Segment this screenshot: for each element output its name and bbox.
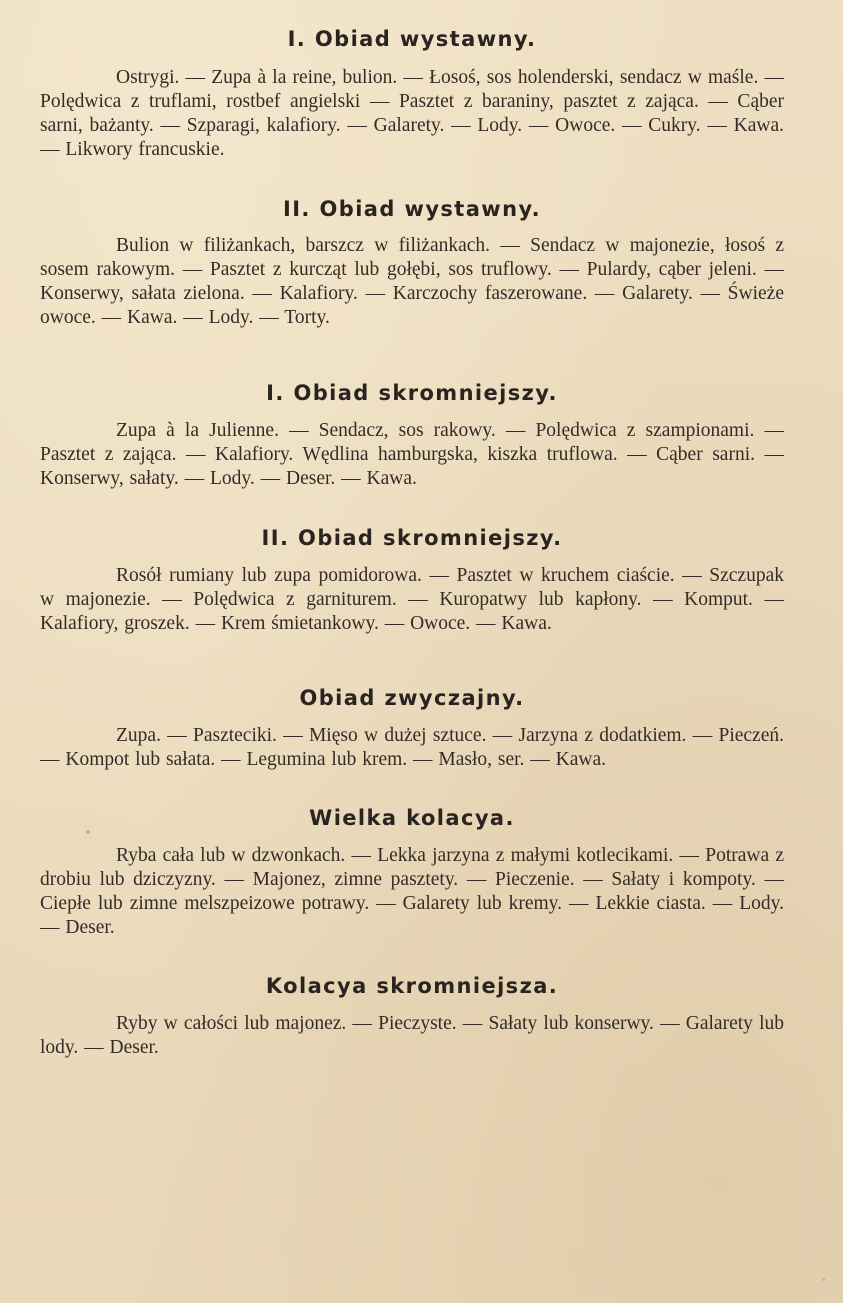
section-heading: I. Obiad skromniejszy. [266, 381, 558, 405]
section-obiad-skromniejszy-2 [40, 521, 784, 636]
section-text: Ryba cała lub w dzwonkach. — Lekka jarzyna z małymi kotlecikami. — Potrawa z drobiu lub dziczyzny. — Majonez, zimne pasztety. — Pieczenie. — Sałaty i kompoty. — Ciepłe lub zimne melszpeizowe potrawy. — Galarety lub kremy. — Lekkie ciasta. — Lody. — Deser. [40, 845, 784, 938]
section-obiad-zwyczajny [40, 681, 784, 772]
section-heading: II. Obiad skromniejszy. [261, 526, 563, 550]
paper-speck [822, 1278, 825, 1281]
section-wielka-kolacya [40, 801, 784, 940]
section-text: Bulion w filiżankach, barszcz w filiżankach. — Sendacz w majonezie, łosoś z sosem rakowym. — Pasztet z kurcząt lub gołębi, sos truflowy. — Pulardy, cąber jeleni. — Konserwy, sałata zielona. — Kalafiory. — Karczochy faszerowane. — Galarety. — Świeże owoce. — Kawa. — Lody. — Torty. [40, 235, 784, 328]
section-text: Ryby w całości lub majonez. — Pieczyste. — Sałaty lub konserwy. — Galarety lub lody. — Deser. [40, 1013, 784, 1058]
section-obiad-wystawny-1 [40, 22, 784, 162]
section-heading: Wielka kolacya. [309, 806, 515, 830]
section-kolacya-skromniejsza [40, 969, 784, 1060]
section-text: Rosół rumiany lub zupa pomidorowa. — Pasztet w kruchem ciaście. — Szczupak w majonezie. — Polędwica z garniturem. — Kuropatwy lub kapłony. — Komput. — Kalafiory, groszek. — Krem śmietankowy. — Owoce. — Kawa. [40, 565, 784, 634]
section-heading: Kolacya skromniejsza. [265, 974, 559, 998]
section-obiad-wystawny-2 [40, 192, 784, 330]
paper-speck [86, 830, 90, 834]
menu-page [40, 22, 784, 1060]
section-text: Zupa à la Julienne. — Sendacz, sos rakowy. — Polędwica z szampionami. — Pasztet z zająca. — Kalafiory. Wędlina hamburgska, kiszka truflowa. — Cąber sarni. — Konserwy, sałaty. — Lody. — Deser. — Kawa. [40, 420, 784, 489]
section-heading: I. Obiad wystawny. [287, 27, 537, 51]
section-obiad-skromniejszy-1 [40, 376, 784, 491]
section-text: Ostrygi. — Zupa à la reine, bulion. — Łosoś, sos holenderski, sendacz w maśle. — Polędwica z truflami, rostbef angielski — Pasztet z baraniny, pasztet z zająca. — Cąber sarni, bażanty. — Szparagi, kalafiory. — Galarety. — Lody. — Owoce. — Cukry. — Kawa. — Likwory francuskie. [40, 67, 784, 160]
section-heading: Obiad zwyczajny. [299, 686, 525, 710]
section-heading: II. Obiad wystawny. [283, 197, 541, 221]
section-text: Zupa. — Paszteciki. — Mięso w dużej sztuce. — Jarzyna z dodatkiem. — Pieczeń. — Kompot lub sałata. — Legumina lub krem. — Masło, ser. — Kawa. [40, 725, 784, 770]
